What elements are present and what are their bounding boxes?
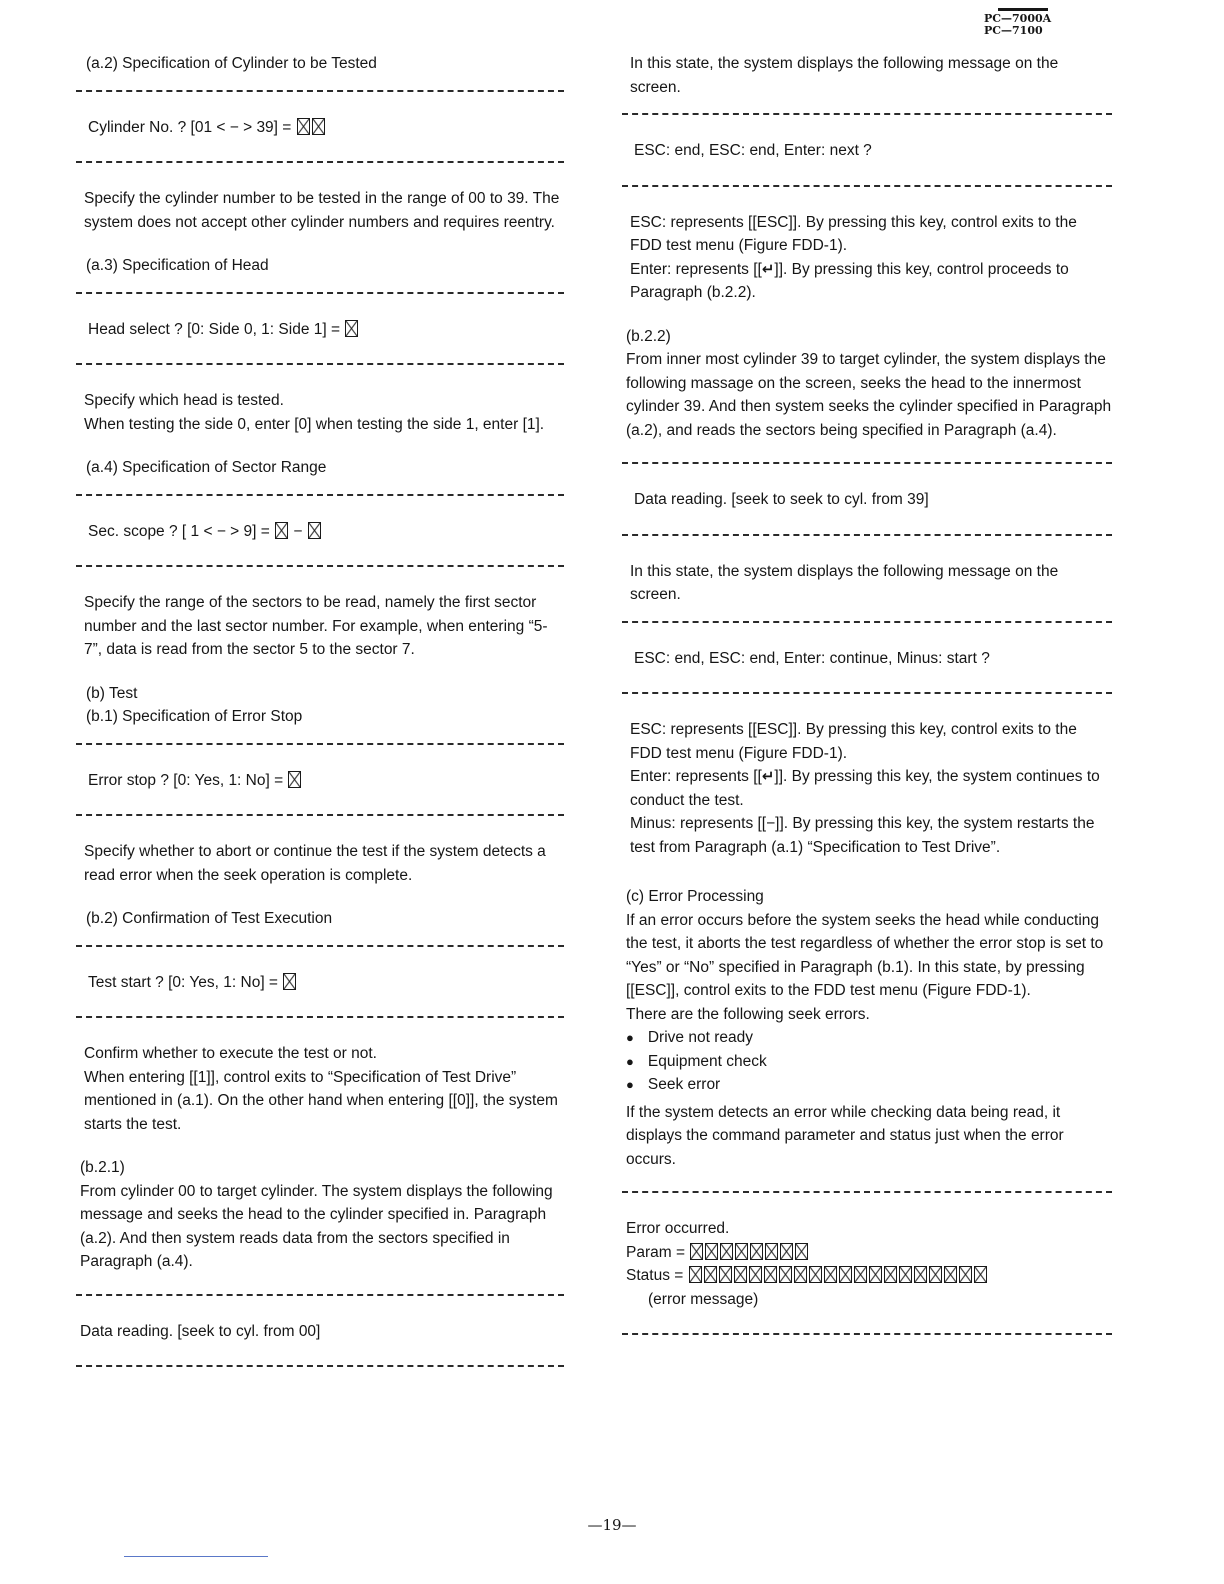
input-cursor-icon bbox=[914, 1266, 927, 1283]
enter-key-icon: ↵ bbox=[761, 260, 775, 278]
input-cursor-icon bbox=[929, 1266, 942, 1283]
input-cursor-icon bbox=[704, 1266, 717, 1283]
page-number: —19— bbox=[587, 1516, 637, 1534]
paragraph-b2-1: Confirm whether to execute the test or not. bbox=[84, 1045, 377, 1062]
heading-b: (b) Test bbox=[86, 684, 138, 702]
screen-data-reading-39: Data reading. [seek to seek to cyl. from 39] bbox=[634, 491, 929, 508]
input-cursor-icon bbox=[735, 1243, 748, 1260]
screen-border bbox=[622, 1191, 1112, 1193]
paragraph-b22: From inner most cylinder 39 to target cylinder, the system displays the following massage on the screen, seeks the head to the innermost cylinder 39. And then system seeks the cylinder specified in Paragraph (a.2), and reads the sectors being specified in Paragraph (a.4). bbox=[626, 351, 1112, 439]
input-cursor-icon bbox=[345, 320, 358, 337]
input-cursor-icon bbox=[809, 1266, 822, 1283]
input-cursor-icon bbox=[719, 1266, 732, 1283]
input-cursor-icon bbox=[312, 118, 325, 135]
paragraph-c: If an error occurs before the system seeks the head while conducting the test, it aborts the test regardless of whether the error stop is set to “Yes” or “No” specified in Paragraph (b.1). In this state, by pressing [[ESC]], control exits to the FDD test menu (Figure FDD-1). bbox=[626, 911, 1104, 999]
model-overline bbox=[998, 8, 1048, 11]
screen-border bbox=[76, 565, 564, 567]
right-column bbox=[622, 52, 1112, 1359]
screen-continue-prompt: ESC: end, ESC: end, Enter: continue, Minus: start ? bbox=[634, 649, 990, 667]
heading-b1: (b.1) Specification of Error Stop bbox=[86, 708, 303, 725]
list-item: ● Seek error bbox=[626, 1073, 1112, 1097]
input-cursor-icon bbox=[944, 1266, 957, 1283]
paragraph-esc-1: ESC: represents [[ESC]]. By pressing this key, control exits to the FDD test menu (Figure FDD-1). bbox=[630, 213, 1077, 254]
screen-border bbox=[76, 1294, 564, 1296]
screen-border bbox=[76, 945, 564, 947]
list-item: ● Drive not ready bbox=[626, 1026, 1112, 1050]
input-cursor-icon bbox=[884, 1266, 897, 1283]
input-cursor-icon bbox=[764, 1266, 777, 1283]
screen-border bbox=[76, 494, 564, 496]
input-cursor-icon bbox=[720, 1243, 733, 1260]
screen-border bbox=[76, 161, 564, 163]
paragraph-a2: Specify the cylinder number to be tested in the range of 00 to 39. The system does not accept other cylinder numbers and requires reentry. bbox=[84, 190, 560, 231]
paragraph-minus-2: Minus: represents [[−]]. By pressing this key, the system restarts the test from Paragraph (a.1) “Specification to Test Drive”. bbox=[630, 815, 1095, 856]
screen-head-prompt: Head select ? [0: Side 0, 1: Side 1] = bbox=[88, 318, 564, 342]
heading-b21: (b.2.1) bbox=[80, 1159, 125, 1176]
input-cursor-icon bbox=[839, 1266, 852, 1283]
paragraph-b1: Specify whether to abort or continue the test if the system detects a read error when the seek operation is complete. bbox=[84, 843, 546, 884]
input-cursor-icon bbox=[869, 1266, 882, 1283]
screen-border bbox=[76, 814, 564, 816]
screen-border bbox=[76, 90, 564, 92]
paragraph-c-2: If the system detects an error while checking data being read, it displays the command parameter and status just when the error occurs. bbox=[626, 1103, 1064, 1168]
input-cursor-icon bbox=[854, 1266, 867, 1283]
screen-cylinder-prompt: Cylinder No. ? [01 < − > 39] = bbox=[88, 116, 564, 140]
seek-error-list bbox=[626, 1026, 1112, 1097]
screen-border bbox=[622, 621, 1112, 623]
screen-error-stop-prompt: Error stop ? [0: Yes, 1: No] = bbox=[88, 769, 564, 793]
model-b: PC—7100 bbox=[984, 24, 1043, 37]
footer-rule bbox=[124, 1556, 268, 1557]
input-cursor-icon bbox=[779, 1266, 792, 1283]
screen-data-reading-00: Data reading. [seek to cyl. from 00] bbox=[80, 1322, 321, 1340]
input-cursor-icon bbox=[308, 522, 321, 539]
input-cursor-icon bbox=[689, 1266, 702, 1283]
screen-border bbox=[622, 113, 1112, 115]
heading-a4: (a.4) Specification of Sector Range bbox=[86, 459, 327, 476]
paragraph-enter-1: Enter: represents [[↵]]. By pressing this key, control proceeds to Paragraph (b.2.2). bbox=[630, 260, 1069, 301]
screen-border bbox=[622, 692, 1112, 694]
input-cursor-icon bbox=[705, 1243, 718, 1260]
list-item: ● Equipment check bbox=[626, 1050, 1112, 1074]
screen-test-start-prompt: Test start ? [0: Yes, 1: No] = bbox=[88, 971, 564, 995]
error-title: Error occurred. bbox=[626, 1220, 730, 1237]
enter-key-icon: ↵ bbox=[761, 768, 775, 785]
paragraph-a4: Specify the range of the sectors to be read, namely the first sector number and the last sector number. For example, when entering “5-7”, data is read from the sector 5 to the sector 7. bbox=[84, 594, 548, 658]
screen-border bbox=[76, 363, 564, 365]
paragraph-b2-2: When entering [[1]], control exits to “Specification of Test Drive” mentioned in (a.1). On the other hand when entering [[0]], the system starts the test. bbox=[84, 1068, 558, 1133]
screen-border bbox=[622, 534, 1112, 536]
screen-next-prompt: ESC: end, ESC: end, Enter: next ? bbox=[634, 142, 872, 159]
screen-sector-prompt: Sec. scope ? [ 1 < − > 9] = − bbox=[88, 520, 564, 544]
screen-border bbox=[76, 743, 564, 745]
input-cursor-icon bbox=[765, 1243, 778, 1260]
input-cursor-icon bbox=[734, 1266, 747, 1283]
input-cursor-icon bbox=[795, 1243, 808, 1260]
input-cursor-icon bbox=[283, 973, 296, 990]
paragraph-c-list-intro: There are the following seek errors. bbox=[626, 1005, 870, 1023]
model-a: PC—7000A bbox=[984, 12, 1052, 25]
screen-border bbox=[622, 185, 1112, 187]
input-cursor-icon bbox=[959, 1266, 972, 1283]
error-message: (error message) bbox=[648, 1290, 759, 1308]
screen-border bbox=[76, 292, 564, 294]
input-cursor-icon bbox=[749, 1266, 762, 1283]
input-cursor-icon bbox=[297, 118, 310, 135]
input-cursor-icon bbox=[899, 1266, 912, 1283]
heading-c: (c) Error Processing bbox=[626, 888, 764, 905]
paragraph-b21: From cylinder 00 to target cylinder. The system displays the following message and seeks the head to the cylinder specified in. Paragraph (a.2). And then system reads data from the sectors specified in Paragraph (a.4). bbox=[80, 1182, 553, 1270]
heading-a2: (a.2) Specification of Cylinder to be Tested bbox=[86, 55, 377, 72]
input-cursor-icon bbox=[690, 1243, 703, 1260]
screen-border bbox=[76, 1365, 564, 1367]
input-cursor-icon bbox=[288, 771, 301, 788]
screen-border bbox=[622, 1333, 1112, 1335]
screen-error-occurred bbox=[626, 1217, 1112, 1311]
screen-border bbox=[622, 462, 1112, 464]
input-cursor-icon bbox=[780, 1243, 793, 1260]
screen-border bbox=[76, 1016, 564, 1018]
input-cursor-icon bbox=[794, 1266, 807, 1283]
input-cursor-icon bbox=[275, 522, 288, 539]
paragraph-a3-1: Specify which head is tested. bbox=[84, 392, 284, 409]
model-label bbox=[978, 8, 1068, 37]
heading-a3: (a.3) Specification of Head bbox=[86, 257, 269, 274]
input-cursor-icon bbox=[974, 1266, 987, 1283]
paragraph-esc-2: ESC: represents [[ESC]]. By pressing this key, control exits to the FDD test menu (Figure FDD-1). bbox=[630, 721, 1077, 762]
heading-b2: (b.2) Confirmation of Test Execution bbox=[86, 910, 333, 927]
paragraph-enter-2: Enter: represents [[↵]]. By pressing this key, the system continues to conduct the test. bbox=[630, 768, 1100, 809]
error-param: Param = bbox=[626, 1241, 1112, 1265]
input-cursor-icon bbox=[824, 1266, 837, 1283]
heading-b22: (b.2.2) bbox=[626, 327, 671, 345]
input-cursor-icon bbox=[750, 1243, 763, 1260]
paragraph-a3-2: When testing the side 0, enter [0] when testing the side 1, enter [1]. bbox=[84, 415, 545, 433]
paragraph-intro-1: In this state, the system displays the following message on the screen. bbox=[630, 55, 1059, 96]
paragraph-intro-2: In this state, the system displays the following message on the screen. bbox=[630, 562, 1059, 603]
left-column bbox=[76, 52, 564, 1391]
error-status: Status = bbox=[626, 1264, 1112, 1288]
